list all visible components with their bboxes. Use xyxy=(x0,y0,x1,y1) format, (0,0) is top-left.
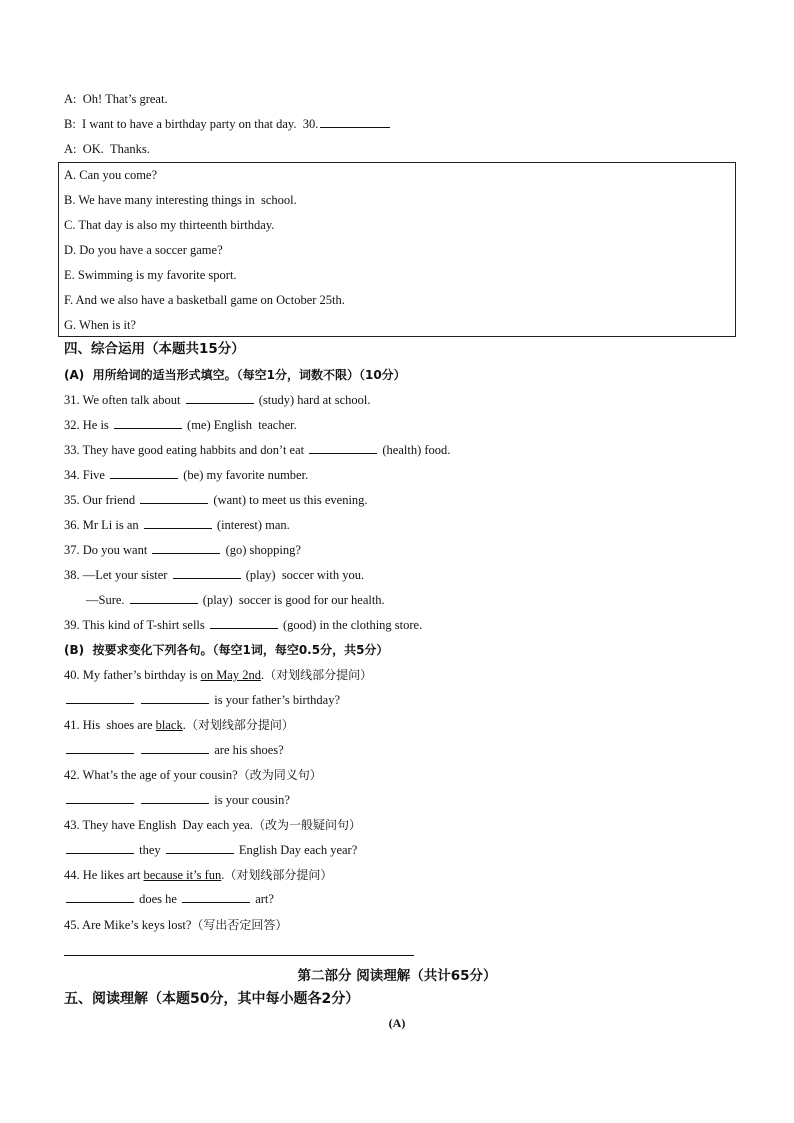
answer-blank-40b[interactable] xyxy=(141,691,209,704)
section-4-title: 四、综合运用（本题共15分） xyxy=(64,341,245,357)
underlined-phrase: on May 2nd xyxy=(200,668,261,682)
part-2-title: 第二部分 阅读理解（共计65分） xyxy=(297,968,497,984)
options-box xyxy=(58,162,736,337)
option-b: B. We have many interesting things in school. xyxy=(64,193,297,207)
option-e: E. Swimming is my favorite sport. xyxy=(64,268,237,282)
option-d: D. Do you have a soccer game? xyxy=(64,243,223,257)
underlined-word: black xyxy=(155,718,183,732)
question-38-second: —Sure. (play) soccer is good for our health. xyxy=(86,593,385,607)
underlined-clause: because it’s fun xyxy=(143,868,222,882)
option-a: A. Can you come? xyxy=(64,168,158,182)
answer-blank-33[interactable] xyxy=(309,441,377,454)
answer-blank-38a[interactable] xyxy=(173,566,241,579)
option-c: C. That day is also my thirteenth birthday. xyxy=(64,218,275,232)
question-35: 35. Our friend (want) to meet us this evening. xyxy=(64,493,368,507)
option-g: G. When is it? xyxy=(64,318,136,332)
question-32: 32. He is (me) English teacher. xyxy=(64,418,297,432)
question-33: 33. They have good eating habbits and don’t eat (health) food. xyxy=(64,443,451,457)
question-40: 40. My father’s birthday is on May 2nd.（对划线部分提问） xyxy=(64,668,373,682)
question-42: 42. What’s the age of your cousin?（改为同义句） xyxy=(64,768,322,782)
answer-line-44: does he art? xyxy=(64,890,274,908)
part-a-instruction: (A) 用所给词的适当形式填空。（每空1分，词数不限）（10分） xyxy=(64,368,406,382)
answer-blank-43a[interactable] xyxy=(66,841,134,854)
question-31: 31. We often talk about (study) hard at school. xyxy=(64,393,371,407)
dialogue-line-a2: A: OK. Thanks. xyxy=(64,142,150,156)
answer-blank-31[interactable] xyxy=(186,391,254,404)
answer-blank-37[interactable] xyxy=(152,541,220,554)
question-37: 37. Do you want (go) shopping? xyxy=(64,543,301,557)
answer-blank-42b[interactable] xyxy=(141,791,209,804)
answer-line-43: they English Day each year? xyxy=(64,841,357,859)
answer-blank-43b[interactable] xyxy=(166,841,234,854)
answer-blank-32[interactable] xyxy=(114,416,182,429)
answer-blank-40a[interactable] xyxy=(66,691,134,704)
answer-blank-41b[interactable] xyxy=(141,741,209,754)
answer-blank-38b[interactable] xyxy=(130,591,198,604)
option-f: F. And we also have a basketball game on October 25th. xyxy=(64,293,345,307)
answer-blank-39[interactable] xyxy=(210,616,278,629)
answer-blank-35[interactable] xyxy=(140,491,208,504)
answer-line-41: are his shoes? xyxy=(64,741,284,759)
question-45: 45. Are Mike’s keys lost?（写出否定回答） xyxy=(64,918,288,932)
question-39: 39. This kind of T-shirt sells (good) in the clothing store. xyxy=(64,618,423,632)
answer-blank-30[interactable] xyxy=(320,115,390,128)
answer-blank-36[interactable] xyxy=(144,516,212,529)
part-b-instruction: (B) 按要求变化下列各句。（每空1词，每空0.5分，共5分） xyxy=(64,643,389,657)
question-41: 41. His shoes are black.（对划线部分提问） xyxy=(64,718,294,732)
passage-label: (A) xyxy=(388,1016,406,1030)
question-34: 34. Five (be) my favorite number. xyxy=(64,468,309,482)
question-36: 36. Mr Li is an (interest) man. xyxy=(64,518,290,532)
answer-line-40: is your father’s birthday? xyxy=(64,691,340,709)
answer-blank-44a[interactable] xyxy=(66,890,134,903)
question-43: 43. They have English Day each yea.（改为一般疑问句） xyxy=(64,818,361,832)
answer-blank-44b[interactable] xyxy=(182,890,250,903)
dialogue-line-a1: A: Oh! That’s great. xyxy=(64,92,168,106)
question-44: 44. He likes art because it’s fun.（对划线部分提问） xyxy=(64,868,333,882)
question-38-first: 38. —Let your sister (play) soccer with you. xyxy=(64,568,365,582)
answer-blank-41a[interactable] xyxy=(66,741,134,754)
answer-blank-45[interactable] xyxy=(64,955,414,956)
answer-blank-42a[interactable] xyxy=(66,791,134,804)
section-5-title: 五、阅读理解（本题50分，其中每小题各2分） xyxy=(64,991,360,1007)
answer-blank-34[interactable] xyxy=(110,466,178,479)
answer-line-42: is your cousin? xyxy=(64,791,290,809)
dialogue-line-b: B: I want to have a birthday party on that day. 30. xyxy=(64,115,392,133)
